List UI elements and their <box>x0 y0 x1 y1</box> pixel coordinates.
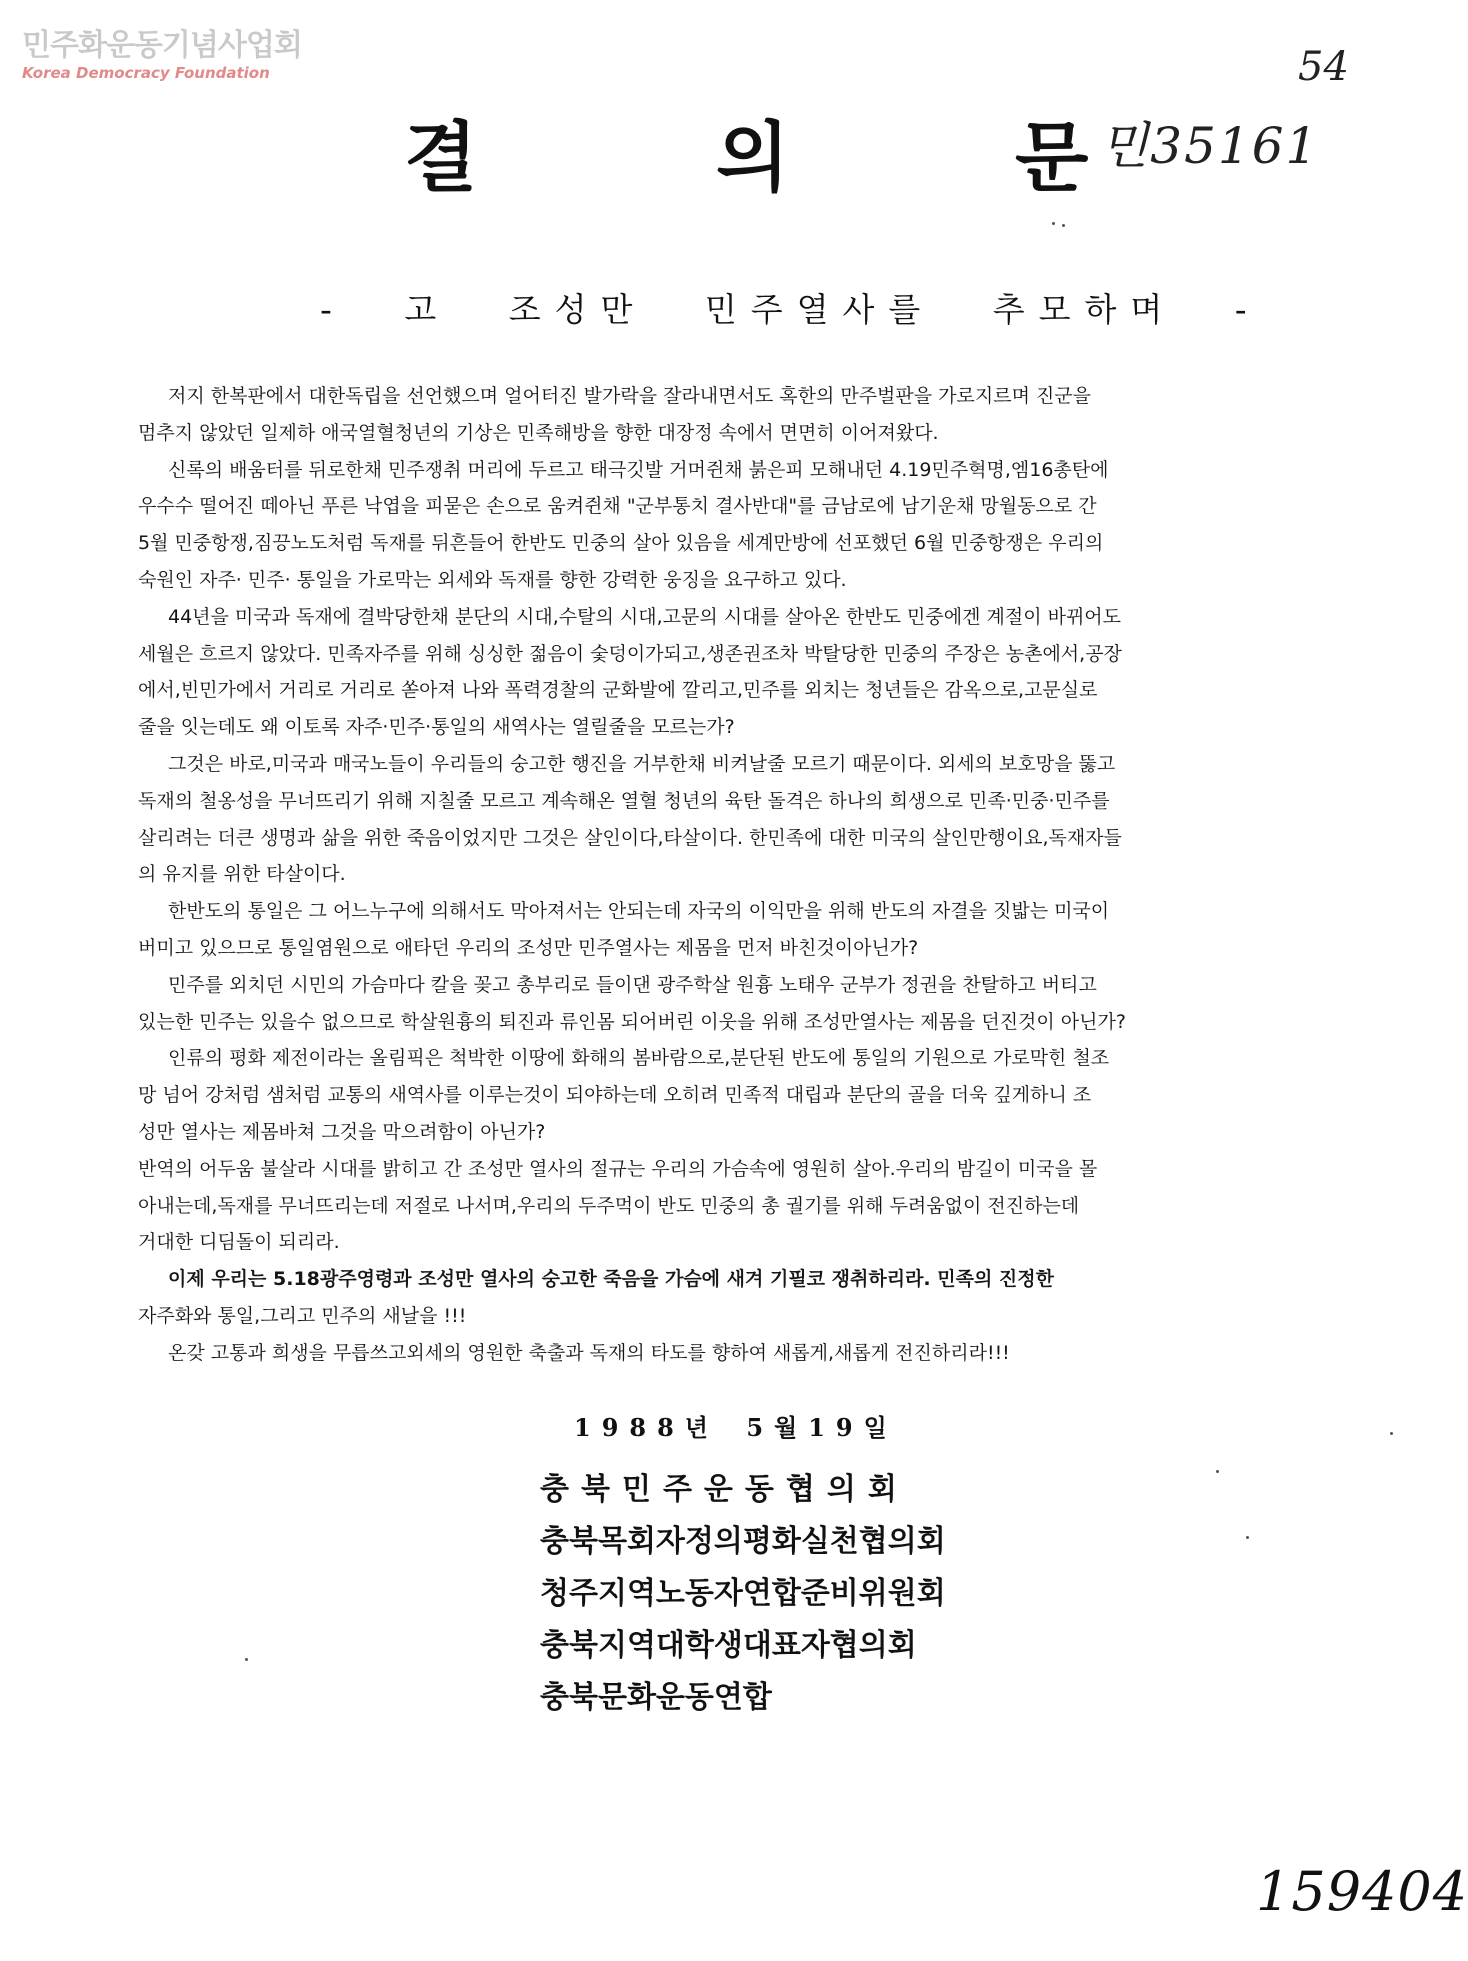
watermark-english: Korea Democracy Foundation <box>22 64 270 82</box>
scan-speck <box>1052 222 1055 225</box>
body-line: 멈추지 않았던 일제하 애국열혈청년의 기상은 민족해방을 향한 대장정 속에서 면면히 이어져왔다. <box>138 421 939 444</box>
organization-name: 충북문화운동연합 <box>540 1680 772 1715</box>
organization-list <box>540 1464 946 1724</box>
body-line: 민주를 외치던 시민의 가슴마다 칼을 꽂고 총부리로 들이댄 광주학살 원흉 노태우 군부가 정권을 찬탈하고 버티고 <box>168 973 1097 996</box>
body-line: 줄을 잇는데도 왜 이토록 자주·민주·통일의 새역사는 열릴줄을 모르는가? <box>138 716 735 739</box>
body-line: 신록의 배움터를 뒤로한채 민주쟁취 머리에 두르고 태극깃발 거머쥔채 붉은피 모해내던 4.19민주혁명,엠16총탄에 <box>168 458 1109 481</box>
body-line: 그것은 바로,미국과 매국노들이 우리들의 숭고한 행진을 거부한채 비켜날줄 모르기 때문이다. 외세의 보호망을 뚫고 <box>168 752 1116 775</box>
body-line: 온갖 고통과 희생을 무릅쓰고외세의 영원한 축출과 독재의 타도를 향하여 새롭게,새롭게 전진하리라!!! <box>168 1341 1010 1364</box>
body-line: 살리려는 더큰 생명과 삶을 위한 죽음이었지만 그것은 살인이다,타살이다. 한민족에 대한 미국의 살인만행이요,독재자들 <box>138 826 1122 849</box>
body-line: 44년을 미국과 독재에 결박당한채 분단의 시대,수탈의 시대,고문의 시대를 살아온 한반도 민중에겐 계절이 바뀌어도 <box>168 605 1122 628</box>
body-line: 거대한 디딤돌이 되리라. <box>138 1231 340 1254</box>
date: 1988년 5월19일 <box>574 1413 898 1442</box>
title-char-1: 결 <box>404 113 478 202</box>
resolution-body <box>138 378 1378 1372</box>
organization-name: 충북목회자정의평화실천협의회 <box>540 1524 946 1559</box>
scan-speck <box>1390 1432 1393 1435</box>
organization-name: 충북민주운동협의회 <box>540 1472 909 1507</box>
body-line: 반역의 어두움 불살라 시대를 밝히고 간 조성만 열사의 절규는 우리의 가슴속에 영원히 살아.우리의 밤길이 미국을 몰 <box>138 1157 1098 1180</box>
handwritten-archive-code: 민35161 <box>1100 117 1320 175</box>
scan-speck <box>1216 1470 1219 1473</box>
body-line: 자주화와 통일,그리고 민주의 새날을 !!! <box>138 1304 467 1327</box>
scan-speck <box>1062 224 1065 227</box>
body-line: 의 유지를 위한 타살이다. <box>138 863 346 886</box>
scan-speck <box>1246 1536 1249 1539</box>
body-line: 5월 민중항쟁,짐끙노도처럼 독재를 뒤흔들어 한반도 민중의 살아 있음을 세계만방에 선포했던 6월 민중항쟁은 우리의 <box>138 532 1104 555</box>
body-line: 에서,빈민가에서 거리로 거리로 쏟아져 나와 폭력경찰의 군화발에 깔리고,민주를 외치는 청년들은 감옥으로,고문실로 <box>138 679 1098 702</box>
body-line: 아내는데,독재를 무너뜨리는데 저절로 나서며,우리의 두주먹이 반도 민중의 총 궐기를 위해 두려움없이 전진하는데 <box>138 1194 1080 1217</box>
organization-name: 청주지역노동자연합준비위원회 <box>540 1576 946 1611</box>
body-line: 한반도의 통일은 그 어느누구에 의해서도 막아져서는 안되는데 자국의 이익만을 위해 반도의 자결을 짓밟는 미국이 <box>168 900 1110 923</box>
body-line: 성만 열사는 제몸바쳐 그것을 막으려함이 아닌가? <box>138 1120 546 1143</box>
handwritten-document-number: 159404 <box>1256 1860 1468 1923</box>
scan-speck <box>245 1658 248 1661</box>
body-line: 독재의 철옹성을 무너뜨리기 위해 지칠줄 모르고 계속해온 열혈 청년의 육탄 돌격은 하나의 희생으로 민족·민중·민주를 <box>138 789 1110 812</box>
subtitle: - 고 조성만 민주열사를 추모하며 - <box>320 290 1261 329</box>
body-line: 이제 우리는 5.18광주영령과 조성만 열사의 숭고한 죽음을 가슴에 새겨 기필코 쟁취하리라. 민족의 진정한 <box>168 1268 1054 1291</box>
body-line: 망 넘어 강처럼 샘처럼 교통의 새역사를 이루는것이 되야하는데 오히려 민족적 대립과 분단의 골을 더욱 깊게하니 조 <box>138 1084 1092 1107</box>
body-line: 인류의 평화 제전이라는 올림픽은 척박한 이땅에 화해의 봄바람으로,분단된 반도에 통일의 기원으로 가로막힌 철조 <box>168 1047 1110 1070</box>
body-line: 있는한 민주는 있을수 없으므로 학살원흉의 퇴진과 류인몸 되어버린 이웃을 위해 조성만열사는 제몸을 던진것이 아닌가? <box>138 1010 1126 1033</box>
body-line: 저지 한복판에서 대한독립을 선언했으며 얼어터진 발가락을 잘라내면서도 혹한의 만주벌판을 가로지르며 진군을 <box>168 385 1092 407</box>
body-line: 숙원인 자주· 민주· 통일을 가로막는 외세와 독재를 향한 강력한 웅징을 요구하고 있다. <box>138 568 847 591</box>
body-line: 버미고 있으므로 통일염원으로 애타던 우리의 조성만 민주열사는 제몸을 먼저 바친것이아닌가? <box>138 936 919 959</box>
organization-name: 충북지역대학생대표자협의회 <box>540 1628 917 1663</box>
watermark-korean: 민주화운동기념사업회 <box>22 28 302 63</box>
handwritten-page-number: 54 <box>1298 44 1349 90</box>
body-line: 우수수 떨어진 떼아닌 푸른 낙엽을 피묻은 손으로 움켜쥔채 "군부통치 결사반대"를 금남로에 남기운채 망월동으로 간 <box>138 495 1097 518</box>
title-char-3: 문 <box>1015 113 1089 202</box>
title-char-2: 의 <box>716 113 790 202</box>
body-line: 세월은 흐르지 않았다. 민족자주를 위해 싱싱한 젊음이 숯덩이가되고,생존권조차 박탈당한 민중의 주장은 농촌에서,공장 <box>138 642 1122 665</box>
